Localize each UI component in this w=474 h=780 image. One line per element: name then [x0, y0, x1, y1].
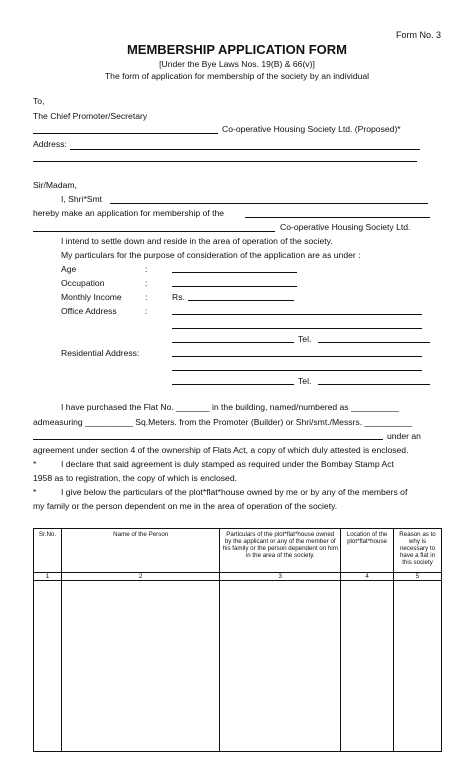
office-colon: : [145, 306, 148, 316]
residential-address-field-1[interactable] [172, 356, 422, 357]
purchase-text-line-1: I have purchased the Flat No. _______ in the building, named/numbered as __________ [61, 402, 399, 412]
office-address-field-3[interactable] [172, 342, 294, 343]
purchase-text-line-4: agreement under section 4 of the ownership of Flats Act, a copy of which duly attested is enclosed. [33, 445, 409, 455]
society-name-field-3[interactable] [33, 231, 275, 232]
header-location: Location of the plot*flat*house [341, 529, 394, 573]
address-label: Address: [33, 139, 67, 149]
header-reason: Reason as to why is necessary to have a flat in this society [394, 529, 442, 573]
society-ltd-label: Co-operative Housing Society Ltd. [280, 222, 411, 232]
property-particulars-table [33, 528, 442, 752]
office-tel-field[interactable] [318, 342, 430, 343]
header-name: Name of the Person [61, 529, 219, 573]
col-number-2: 2 [61, 573, 219, 581]
residential-address-field-2[interactable] [172, 370, 422, 371]
residential-address-label: Residential Address: [61, 348, 140, 358]
income-label: Monthly Income [61, 292, 122, 302]
residential-address-field-3[interactable] [172, 384, 294, 385]
particulars-text-line-1: I give below the particulars of the plot*flat*house owned by me or by any of the members of [61, 487, 408, 497]
purchase-text-under-an: under an [387, 431, 421, 441]
office-tel-label: Tel. [298, 334, 312, 344]
table-cell[interactable] [34, 581, 62, 752]
bullet-2: * [33, 487, 37, 497]
address-field-1[interactable] [70, 149, 420, 150]
declaration-text-line-1: I declare that said agreement is duly stamped as required under the Bombay Stamp Act [61, 459, 394, 469]
to-label: To, [33, 96, 45, 106]
form-description: The form of application for membership of the society by an individual [104, 71, 370, 81]
salutation: Sir/Madam, [33, 180, 77, 190]
table-header-row [34, 529, 442, 573]
form-subtitle: [Under the Bye Laws Nos. 19(B) & 66(v)] [159, 59, 315, 69]
rs-label: Rs. [172, 292, 185, 302]
income-field[interactable] [188, 300, 294, 301]
office-address-field-1[interactable] [172, 314, 422, 315]
form-number: Form No. 3 [395, 30, 441, 40]
table-cell[interactable] [394, 581, 442, 752]
recipient-label: The Chief Promoter/Secretary [33, 111, 148, 121]
header-particulars: Particulars of the plot*flat*house owned by the applicant or any of the member of his family or the person dependent on him in the area of the society. [220, 529, 341, 573]
table-cell[interactable] [341, 581, 394, 752]
col-number-4: 4 [341, 573, 394, 581]
age-colon: : [145, 264, 148, 274]
residential-tel-label: Tel. [298, 376, 312, 386]
society-name-field[interactable] [33, 133, 218, 134]
col-number-1: 1 [34, 573, 62, 581]
occupation-field[interactable] [172, 286, 297, 287]
society-name-field-2[interactable] [245, 217, 430, 218]
age-label: Age [61, 264, 77, 274]
declaration-text-line-2: 1958 as to registration, the copy of which is enclosed. [33, 473, 237, 483]
col-number-3: 3 [220, 573, 341, 581]
office-address-label: Office Address [61, 306, 117, 316]
applicant-name-label: I, Shri*Smt [61, 194, 103, 204]
income-colon: : [145, 292, 148, 302]
table-row[interactable] [34, 581, 442, 752]
address-field-2[interactable] [33, 161, 417, 162]
col-number-5: 5 [394, 573, 442, 581]
occupation-colon: : [145, 278, 148, 288]
table-cell[interactable] [220, 581, 341, 752]
form-title: MEMBERSHIP APPLICATION FORM [126, 42, 348, 57]
table-cell[interactable] [61, 581, 219, 752]
society-proposed-label: Co-operative Housing Society Ltd. (Proposed)* [222, 124, 401, 134]
header-sr-no: Sr.No. [34, 529, 62, 573]
particulars-text-line-2: my family or the person dependent on me in the area of operation of the society. [33, 501, 338, 511]
hereby-text: hereby make an application for membership of the [33, 208, 225, 218]
purchase-text-line-2: admeasuring __________ Sq.Meters. from the Promoter (Builder) or Shri/smt./Messrs. __________ [33, 417, 413, 427]
applicant-name-field[interactable] [110, 203, 428, 204]
particulars-intro: My particulars for the purpose of consideration of the application are as under : [61, 250, 361, 260]
occupation-label: Occupation [61, 278, 105, 288]
table-number-row [34, 573, 442, 581]
settle-text: I intend to settle down and reside in the area of operation of the society. [61, 236, 333, 246]
residential-tel-field[interactable] [318, 384, 430, 385]
office-address-field-2[interactable] [172, 328, 422, 329]
bullet-1: * [33, 459, 37, 469]
agreement-party-field[interactable] [33, 439, 383, 440]
age-field[interactable] [172, 272, 297, 273]
